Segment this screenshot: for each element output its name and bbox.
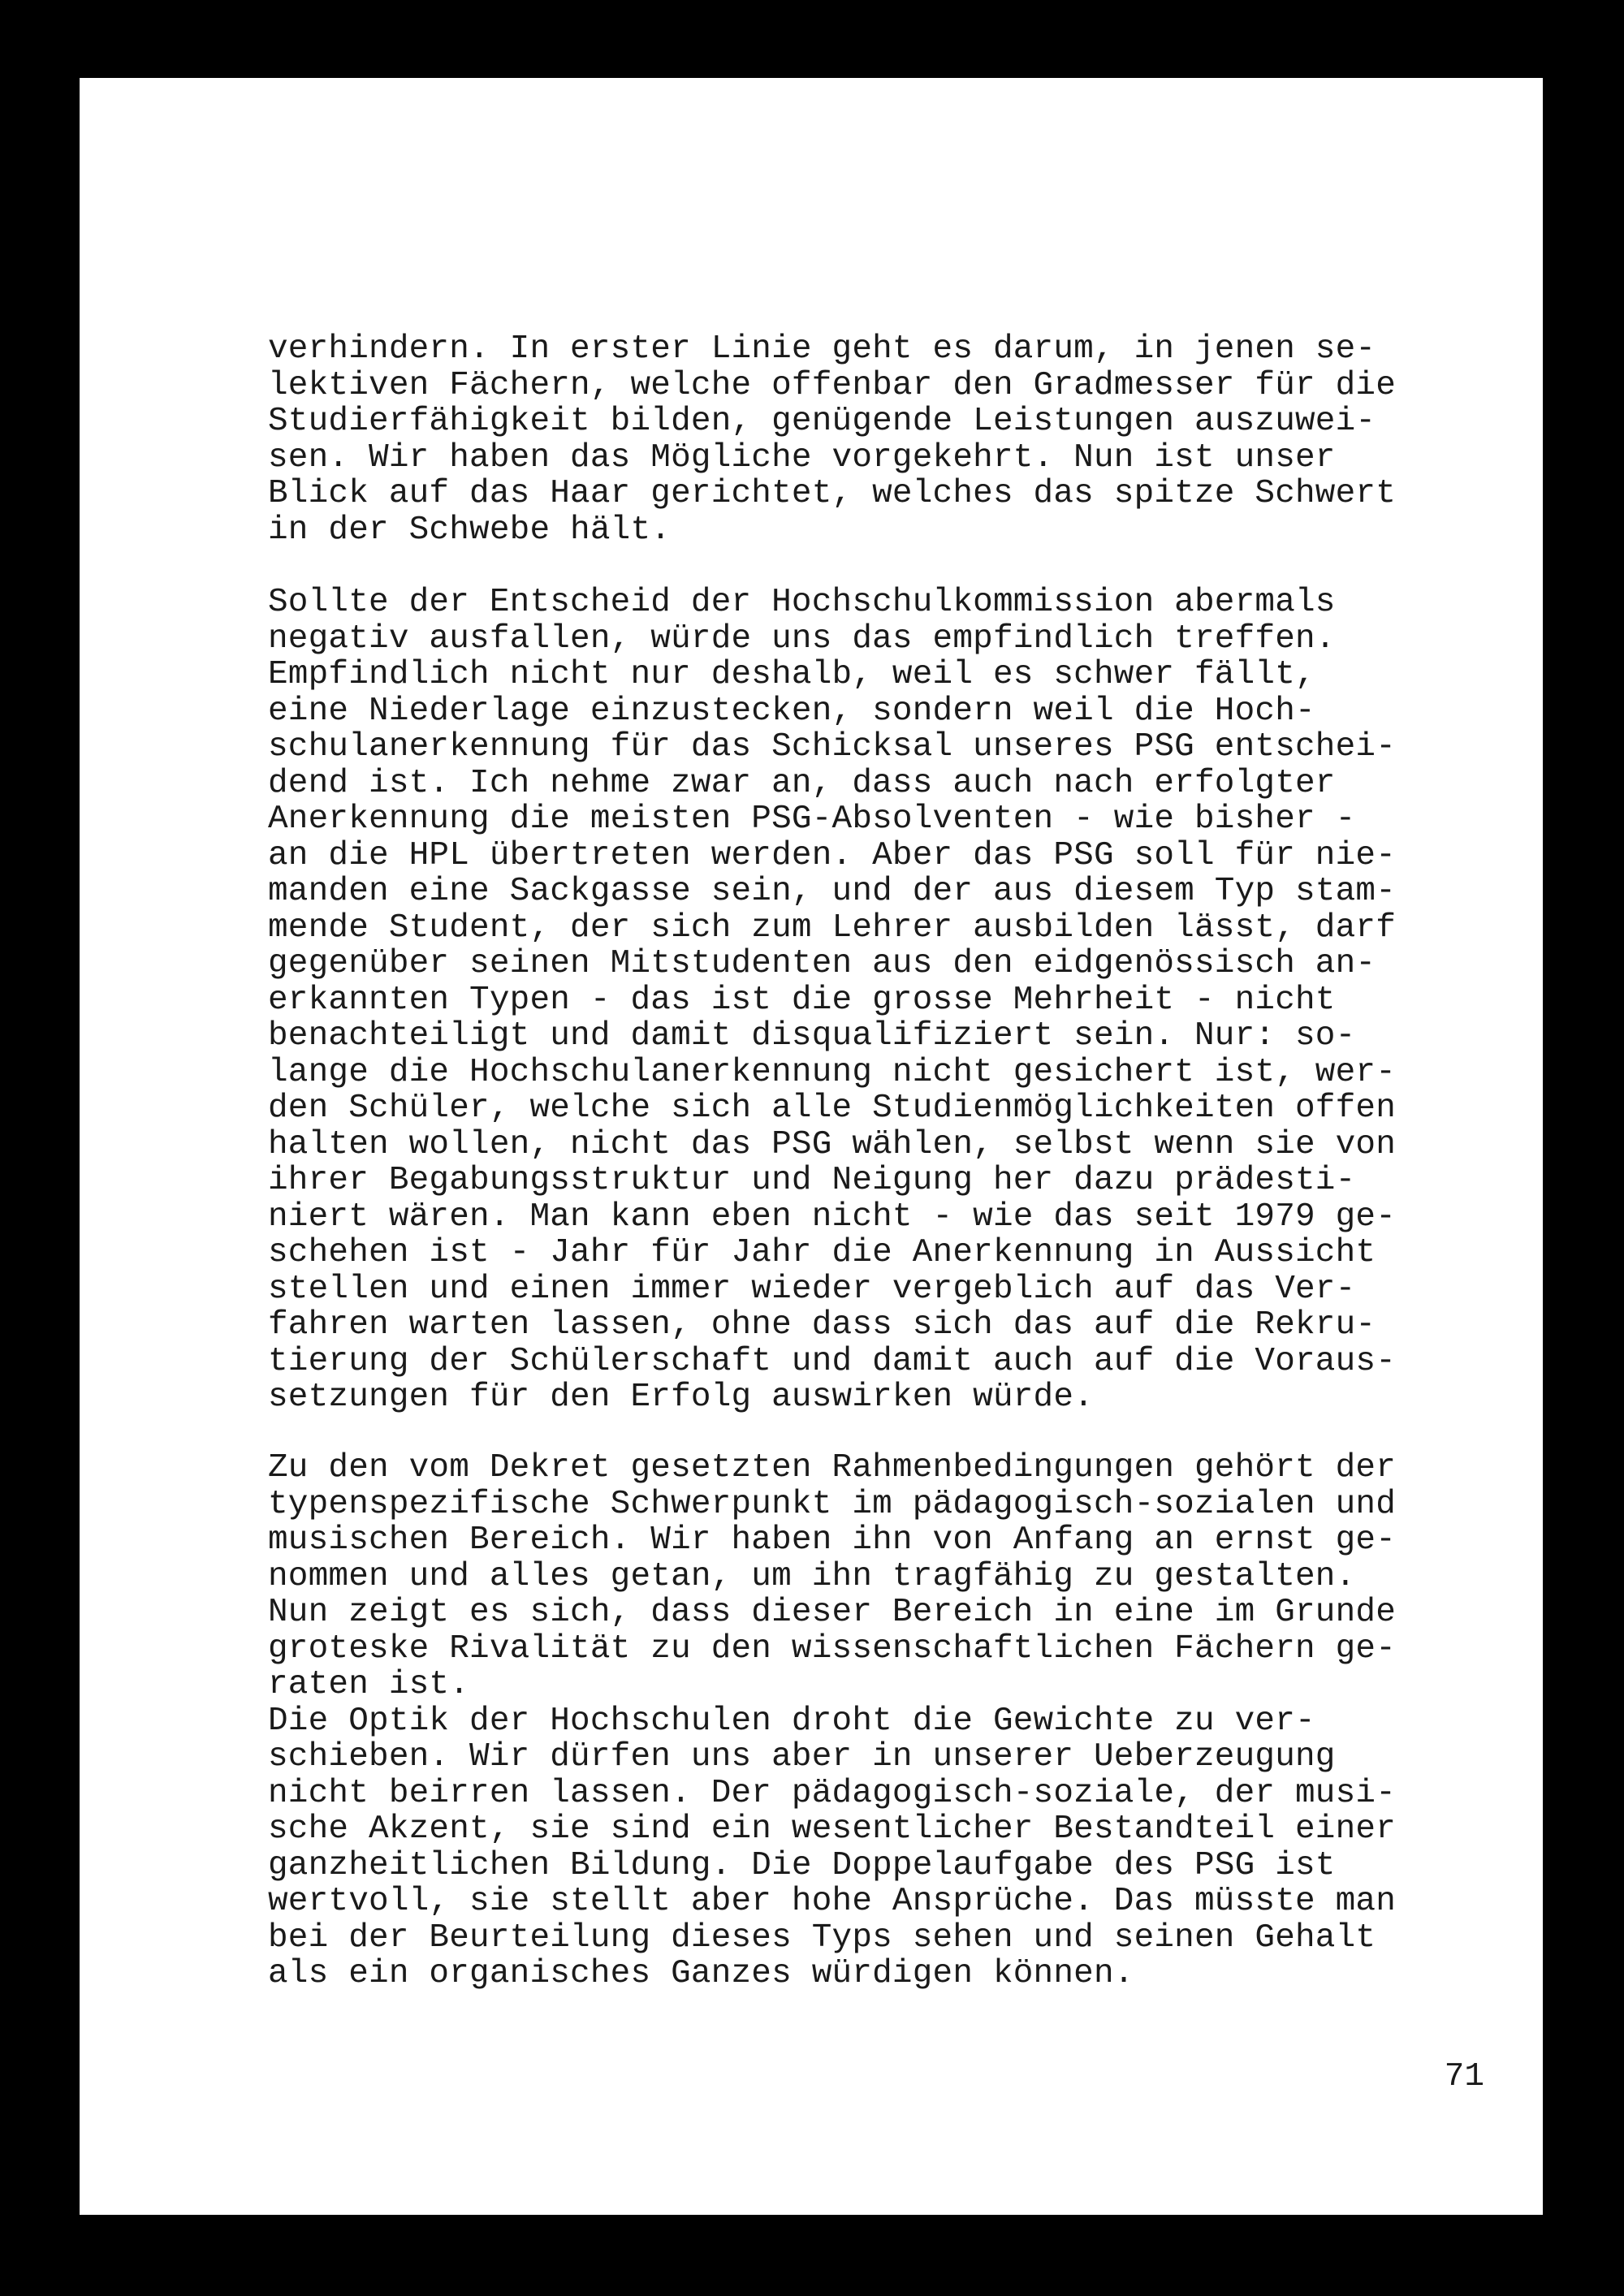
text-line: setzungen für den Erfolg auswirken würde. <box>268 1379 1094 1416</box>
text-line: musischen Bereich. Wir haben ihn von Anfang an ernst ge- <box>268 1521 1397 1559</box>
text-line: niert wären. Man kann eben nicht - wie das seit 1979 ge- <box>268 1198 1397 1236</box>
text-line: an die HPL übertreten werden. Aber das PSG soll für nie- <box>268 836 1397 874</box>
text-line: manden eine Sackgasse sein, und der aus diesem Typ stam- <box>268 873 1397 910</box>
text-line: Die Optik der Hochschulen droht die Gewichte zu ver- <box>268 1702 1315 1740</box>
text-line: gegenüber seinen Mitstudenten aus den eidgenössisch an- <box>268 945 1376 982</box>
text-line: verhindern. In erster Linie geht es darum, in jenen se- <box>268 330 1376 368</box>
text-line: wertvoll, sie stellt aber hohe Ansprüche. Das müsste man <box>268 1883 1397 1920</box>
text-line: fahren warten lassen, ohne dass sich das auf die Rekru- <box>268 1306 1376 1344</box>
text-line: schehen ist - Jahr für Jahr die Anerkennung in Aussicht <box>268 1234 1376 1271</box>
paragraph-3 <box>268 1450 1486 1992</box>
text-line: stellen und einen immer wieder vergeblich auf das Ver- <box>268 1270 1356 1308</box>
text-line: tierung der Schülerschaft und damit auch auf die Voraus- <box>268 1342 1397 1380</box>
text-line: Anerkennung die meisten PSG-Absolventen - wie bisher - <box>268 801 1356 838</box>
text-line: groteske Rivalität zu den wissenschaftlichen Fächern ge- <box>268 1629 1397 1668</box>
text-line: dend ist. Ich nehme zwar an, dass auch nach erfolgter <box>268 764 1336 802</box>
document-page <box>80 78 1543 2215</box>
text-line: Empfindlich nicht nur deshalb, weil es schwer fällt, <box>268 656 1315 693</box>
text-line: Nun zeigt es sich, dass dieser Bereich in eine im Grunde <box>268 1594 1397 1631</box>
paragraph-2 <box>268 585 1486 1416</box>
text-line: nommen und alles getan, um ihn tragfähig zu gestalten. <box>268 1557 1356 1595</box>
text-line: schieben. Wir dürfen uns aber in unserer Ueberzeugung <box>268 1738 1336 1776</box>
text-line: lange die Hochschulanerkennung nicht gesichert ist, wer- <box>268 1053 1397 1091</box>
text-line: schulanerkennung für das Schicksal unseres PSG entschei- <box>268 728 1397 766</box>
text-line: ihrer Begabungsstruktur und Neigung her dazu prädesti- <box>268 1162 1356 1199</box>
text-line: mende Student, der sich zum Lehrer ausbilden lässt, darf <box>268 908 1397 947</box>
text-line: den Schüler, welche sich alle Studienmöglichkeiten offen <box>268 1090 1397 1127</box>
text-line: ganzheitlichen Bildung. Die Doppelaufgabe des PSG ist <box>268 1846 1336 1884</box>
text-line: sen. Wir haben das Mögliche vorgekehrt. Nun ist unser <box>268 438 1336 477</box>
text-line: Studierfähigkeit bilden, genügende Leistungen auszuwei- <box>268 403 1376 440</box>
text-line: benachteiligt und damit disqualifiziert sein. Nur: so- <box>268 1017 1356 1055</box>
text-line: eine Niederlage einzustecken, sondern weil die Hoch- <box>268 692 1315 730</box>
text-line: typenspezifische Schwerpunkt im pädagogisch-sozialen und <box>268 1485 1397 1523</box>
text-line: lektiven Fächern, welche offenbar den Gradmesser für die <box>268 366 1397 404</box>
text-line: Sollte der Entscheid der Hochschulkommission abermals <box>268 584 1336 621</box>
text-line: als ein organisches Ganzes würdigen können. <box>268 1955 1134 1992</box>
paragraph-1 <box>268 331 1486 548</box>
text-line: Zu den vom Dekret gesetzten Rahmenbedingungen gehört der <box>268 1449 1397 1487</box>
text-line: Blick auf das Haar gerichtet, welches das spitze Schwert <box>268 475 1397 512</box>
text-line: negativ ausfallen, würde uns das empfindlich treffen. <box>268 619 1336 658</box>
text-line: bei der Beurteilung dieses Typs sehen und seinen Gehalt <box>268 1918 1376 1957</box>
text-line: in der Schwebe hält. <box>268 511 672 549</box>
text-line: halten wollen, nicht das PSG wählen, selbst wenn sie von <box>268 1125 1397 1163</box>
page-number: 71 <box>1444 2058 1484 2095</box>
text-line: nicht beirren lassen. Der pädagogisch-soziale, der musi- <box>268 1774 1397 1812</box>
text-line: erkannten Typen - das ist die grosse Mehrheit - nicht <box>268 981 1336 1019</box>
text-line: raten ist. <box>268 1666 470 1703</box>
text-line: sche Akzent, sie sind ein wesentlicher Bestandteil einer <box>268 1810 1397 1848</box>
